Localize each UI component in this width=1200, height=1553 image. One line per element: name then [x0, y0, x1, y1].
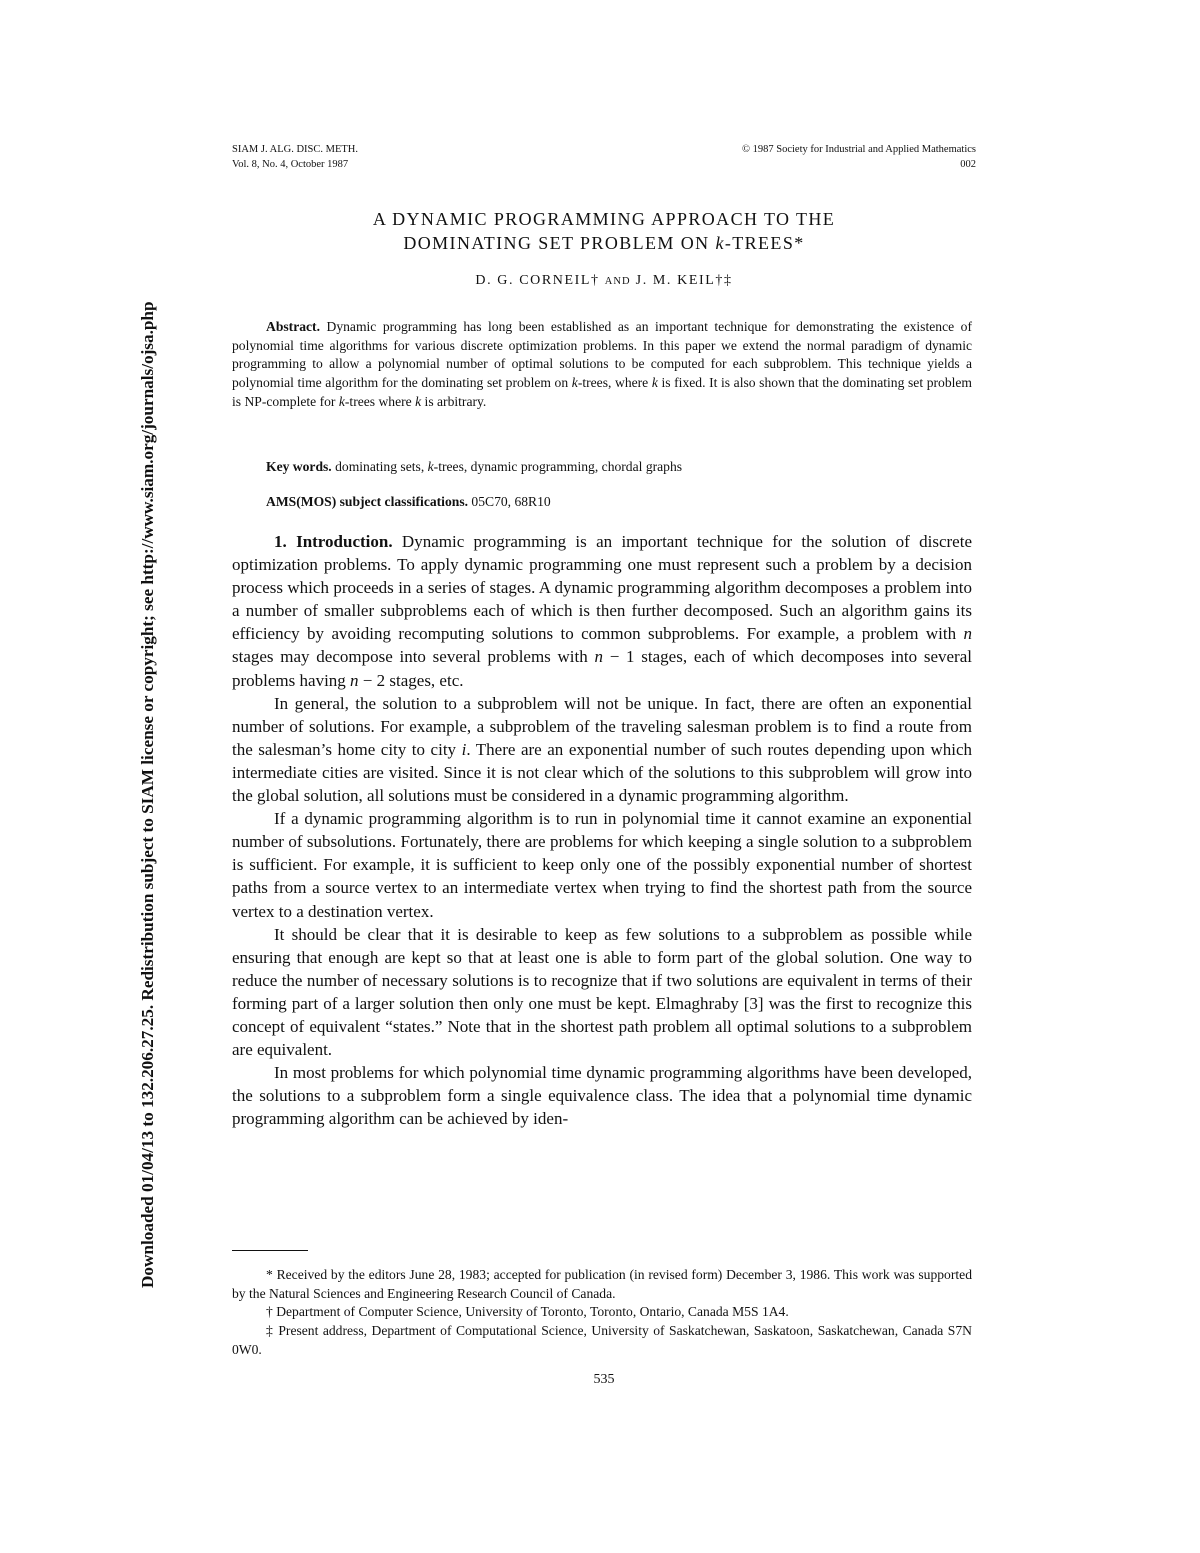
key-words-k: k: [427, 459, 434, 474]
author-conjunction: AND: [604, 276, 631, 287]
section-heading-introduction: 1. Introduction.: [274, 532, 393, 551]
page-number: 535: [593, 1372, 615, 1387]
journal-volume: Vol. 8, No. 4, October 1987: [232, 159, 349, 170]
intro-p1-c: − 1 stages, each of which decomposes into several problems having: [232, 647, 972, 690]
title-k: k: [715, 233, 725, 253]
footnotes: [232, 1266, 972, 1360]
intro-p2-b: . There are an exponential number of such routes depending upon which intermediate cities are visited. Since it is not clear which of the solutions to this subproblem will grow into the global solution, all solutions must be considered in a dynamic programming algorithm.: [232, 739, 973, 806]
title-line-2: [232, 231, 976, 255]
ams-classifications: [266, 493, 966, 511]
intro-paragraph-1: [232, 530, 972, 692]
intro-p2-a: In general, the solution to a subproblem will not be unique. In fact, there are often an exponential number of solutions. For example, a subproblem of the traveling salesman problem is to find a route from the salesman’s home city to city: [232, 693, 972, 759]
footnote-affiliation-saskatchewan: ‡ Present address, Department of Computational Science, University of Saskatchewan, Saskatoon, Saskatchewan, Canada S7N 0W0.: [232, 1323, 972, 1357]
ams-label: AMS(MOS) subject classifications.: [266, 494, 469, 509]
author-keil: J. M. KEIL†‡: [635, 273, 733, 288]
paper-title: [232, 207, 976, 255]
key-words-text-b: -trees, dynamic programming, chordal graphs: [433, 459, 683, 474]
abstract-text-d: -trees where: [344, 393, 416, 409]
author-line: [232, 271, 976, 292]
abstract-text-c: is fixed. It is also shown that the dominating set problem is NP-complete for: [232, 375, 973, 409]
copyright-notice: © 1987 Society for Industrial and Applied Mathematics: [742, 144, 976, 155]
ams-codes: 05C70, 68R10: [468, 494, 551, 509]
abstract-label: Abstract.: [266, 319, 320, 334]
intro-p1-n-3: n: [350, 670, 359, 690]
abstract-k-2: k: [651, 375, 658, 391]
abstract-k-4: k: [415, 393, 422, 409]
footnote-received: * Received by the editors June 28, 1983; accepted for publication (in revised form) December 3, 1986. This work was supported by the Natural Sciences and Engineering Research Council of Canada.: [232, 1267, 972, 1301]
abstract-text-e: is arbitrary.: [421, 393, 487, 409]
abstract-k-3: k: [338, 393, 345, 409]
abstract-k-1: k: [571, 375, 578, 391]
author-corneil: D. G. CORNEIL†: [475, 273, 600, 288]
intro-paragraph-4: It should be clear that it is desirable to keep as few solutions to a subproblem as possible while ensuring that enough are kept so that at least one is able to form part of the global solution. One way to reduce the number of necessary solutions is to recognize that if two solutions are equivalent in terms of their forming part of a larger solution then only one must be kept. Elmaghraby [3] was the first to recognize this concept of equivalent “states.” Note that in the shortest path problem all optimal solutions to a subproblem are equivalent.: [232, 924, 972, 1060]
footnote-affiliation-toronto: † Department of Computer Science, University of Toronto, Toronto, Ontario, Canada M5S 1A4.: [266, 1304, 789, 1320]
intro-p2-i: i: [461, 739, 467, 759]
title-line-2-text: DOMINATING SET PROBLEM ON: [403, 233, 716, 253]
intro-p1-n-1: n: [963, 624, 972, 644]
key-words: [266, 458, 966, 476]
journal-name: SIAM J. ALG. DISC. METH.: [232, 144, 359, 155]
intro-p1-n-2: n: [594, 647, 603, 667]
intro-paragraph-5: In most problems for which polynomial time dynamic programming algorithms have been developed, the solutions to a subproblem form a single equivalence class. The idea that a polynomial time dynamic programming algorithm can be achieved by iden-: [232, 1063, 972, 1129]
download-watermark: Downloaded 01/04/13 to 132.206.27.25. Redistribution subject to SIAM license or copyright; see http://www.siam.org/journals/ojsa.php: [138, 301, 157, 1288]
title-line-2-suffix: -TREES*: [724, 233, 805, 253]
title-line-1: A DYNAMIC PROGRAMMING APPROACH TO THE: [372, 209, 836, 229]
intro-p1-b: stages may decompose into several problems with: [232, 647, 595, 667]
journal-header: [232, 142, 358, 172]
intro-paragraph-3: If a dynamic programming algorithm is to run in polynomial time it cannot examine an exponential number of subsolutions. Fortunately, there are problems for which keeping a single solution to a subproblem is sufficient. For example, it is sufficient to keep only one of the possibly exponential number of shortest paths from a source vertex to an intermediate vertex when trying to find the shortest path from the source vertex to a destination vertex.: [232, 809, 972, 921]
abstract-text-b: -trees, where: [577, 375, 652, 391]
introduction-section: [232, 530, 972, 1130]
abstract-text-a: Dynamic programming has long been established as an important technique for demonstrating the existence of polynomial time algorithms for various discrete optimization problems. In this paper we extend the normal paradigm of dynamic programming to allow a polynomial number of optimal solutions to be computed for each subproblem. This technique yields a polynomial time algorithm for the dominating set problem on: [232, 319, 972, 391]
footnote-divider: [232, 1250, 308, 1251]
key-words-label: Key words.: [266, 459, 332, 474]
intro-p1-d: − 2 stages, etc.: [358, 670, 464, 690]
article-code: 002: [960, 159, 976, 170]
copyright-header: [742, 142, 976, 172]
intro-paragraph-2: [232, 692, 972, 807]
intro-p1-a: Dynamic programming is an important technique for the solution of discrete optimization problems. To apply dynamic programming one must represent such a problem by a decision process which proceeds in a series of stages. A dynamic programming algorithm decomposes a problem into a number of smaller subproblems each of which is then further decomposed. Such an algorithm gains its efficiency by avoiding recomputing solutions to common subproblems. For example, a problem with: [232, 532, 972, 644]
key-words-text-a: dominating sets,: [331, 459, 428, 474]
abstract: [232, 318, 972, 412]
